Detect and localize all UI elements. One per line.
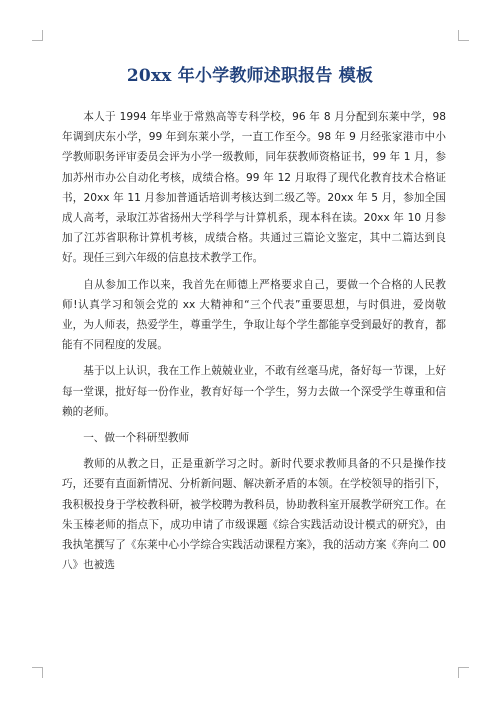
- paragraph-work-attitude: 基于以上认识，我在工作上兢兢业业，不敢有丝毫马虎，备好每一节课，上好每一堂课，批好每一份作业，教育好每一个学生，努力去做一个深受学生尊重和信赖的老师。: [62, 365, 446, 418]
- paragraph-ethics: 自从参加工作以来，我首先在师德上严格要求自己，要做一个合格的人民教师!认真学习和领会党的 xx 大精神和“三个代表”重要思想，与时俱进，爱岗敬业，为人师表，热爱学生，尊重学生，争取让每个学生都能享受到最好的教育，都能有不同程度的发展。: [62, 278, 446, 352]
- crop-mark-bottom-right: [458, 667, 469, 678]
- paragraph-background: 本人于 1994 年毕业于常熟高等专科学校，96 年 8 月分配到东莱中学，98 年调到庆东小学，99 年到东莱小学，一直工作至今。98 年 9 月经张家港市中小学教师职务评审委员会评为小学一级教师，同年获教师资格证书，99 年 1 月，参加苏州市办公自动化考核，成绩合格。99 年 12 月取得了现代化教育技术合格证书，20xx 年 11 月参加普通话培训考核达到二级乙等。20xx 年 5 月，参加全国成人高考，录取江苏省扬州大学科学与计算机系，现本科在读。20xx 年 10 月参加了江苏省职称计算机考核，成绩合格。共通过三篇论文鉴定，其中二篇达到良好。现任三到六年级的信息技术教学工作。: [62, 111, 446, 265]
- document-title: 20xx 年小学教师述职报告 模板: [126, 66, 374, 86]
- document-body: [62, 107, 446, 581]
- crop-mark-top-left: [32, 30, 43, 41]
- crop-mark-top-right: [458, 30, 469, 41]
- crop-mark-bottom-left: [32, 667, 43, 678]
- section-heading: 一、做一个科研型教师: [83, 432, 190, 445]
- paragraph-research: 教师的从教之日，正是重新学习之时。新时代要求教师具备的不只是操作技巧，还要有直面新情况、分析新问题、解决新矛盾的本领。在学校领导的指引下，我积极投身于学校教科研，被学校聘为教科员，协助教科室开展教学研究工作。在朱玉榛老师的指点下，成功申请了市级课题《综合实践活动设计模式的研究》，由我执笔撰写了《东莱中心小学综合实践活动课程方案》，我的活动方案《奔向二 00 八》也被选: [62, 458, 446, 572]
